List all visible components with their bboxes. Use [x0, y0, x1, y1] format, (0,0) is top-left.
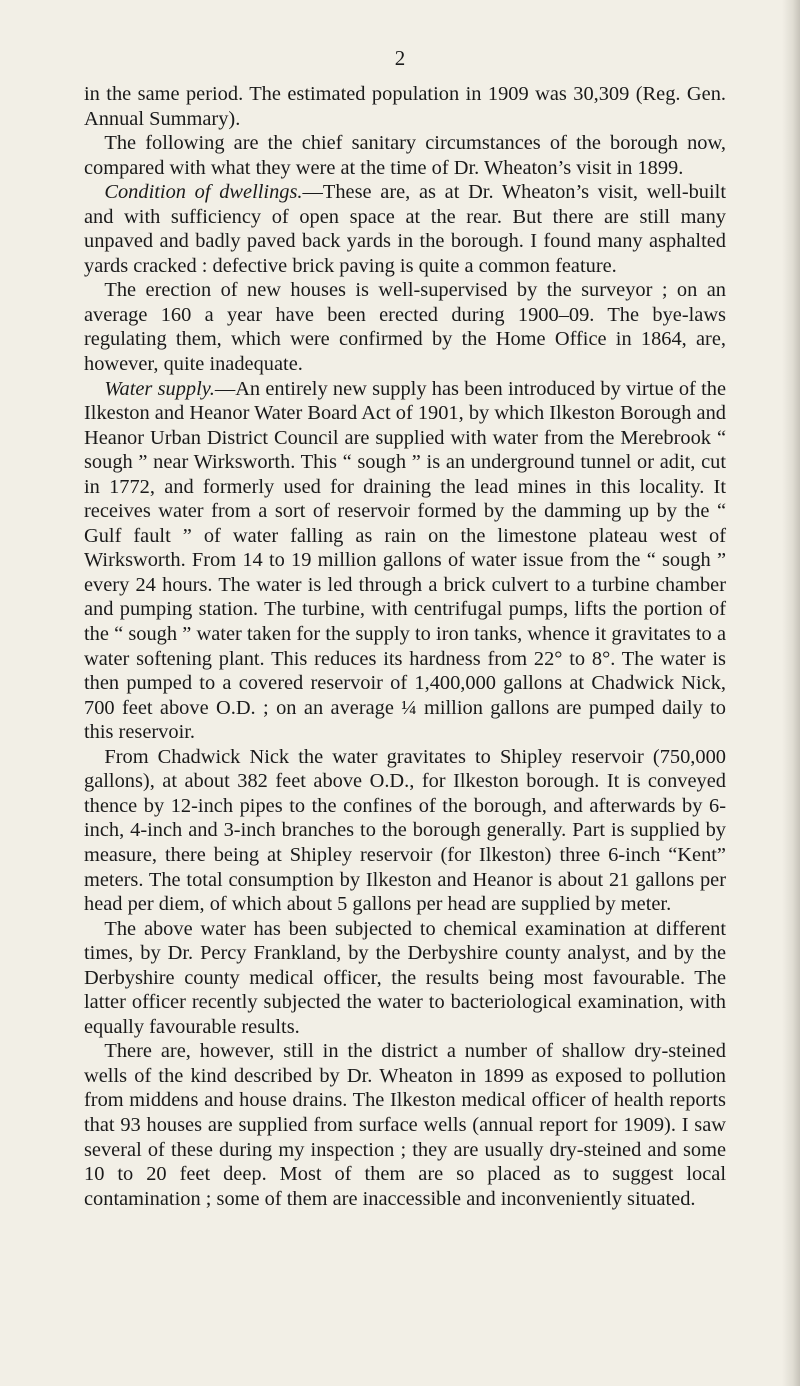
page-number: 2: [394, 46, 406, 70]
paragraph-text: The erection of new houses is well-supervised by the surveyor ; on an average 160 a year have been erected during 1900–09. The bye-laws regulating them, which were confirmed by the Home Office in 1864, are, however, quite inadequate.: [84, 279, 726, 376]
section-heading-water-supply: Water supply.: [104, 377, 215, 400]
body-text: [84, 82, 726, 1211]
page-edge-shadow: [782, 0, 800, 1386]
paragraph-sanitary-intro: [84, 131, 726, 180]
paragraph-wells: [84, 1039, 726, 1211]
paragraph-text: in the same period. The estimated population in 1909 was 30,309 (Reg. Gen. Annual Summary).: [84, 83, 726, 130]
paragraph-text: From Chadwick Nick the water gravitates to Shipley reservoir (750,000 gallons), at about 382 feet above O.D., for Ilkeston borough. It is conveyed thence by 12-inch pipes to the confines of the borough, and afterwards by 6-inch, 4-inch and 3-inch branches to the borough generally. Part is supplied by measure, there being at Shipley reservoir (for Ilkeston) three 6-inch “Kent” meters. The total consumption by Ilkeston and Heanor is about 21 gallons per head per diem, of which about 5 gallons per head are supplied by meter.: [84, 745, 726, 916]
paragraph-distribution: [84, 745, 726, 917]
paragraph-text: There are, however, still in the district a number of shallow dry-steined wells of the kind described by Dr. Wheaton in 1899 as exposed to pollution from middens and house drains. The Ilkeston medical officer of health reports that 93 houses are supplied from surface wells (annual report for 1909). I saw several of these during my inspection ; they are usually dry-steined and some 10 to 20 feet deep. Most of them are so placed as to suggest local contamination ; some of them are inaccessible and inconveniently situated.: [84, 1040, 726, 1210]
paragraph-examination: [84, 917, 726, 1040]
paragraph-population: [84, 82, 726, 131]
paragraph-text: The above water has been subjected to chemical examination at different times, by Dr. Percy Frankland, by the Derbyshire county analyst, and by the Derbyshire county medical officer, the results being most favourable. The latter officer recently subjected the water to bacteriological examination, with equally favourable results.: [84, 917, 726, 1038]
section-heading-dwellings: Condition of dwellings.: [104, 181, 303, 204]
paragraph-text: —These are, as at Dr. Wheaton’s visit, well-built and with sufficiency of open space at the rear. But there are still many unpaved and badly paved back yards in the borough. I found many asphalted yards cracked : defective brick paving is quite a common feature.: [84, 181, 726, 277]
paragraph-dwellings: [84, 180, 726, 278]
paragraph-water-supply: [84, 377, 726, 745]
paragraph-text: The following are the chief sanitary circumstances of the borough now, compared with what they were at the time of Dr. Wheaton’s visit in 1899.: [84, 132, 726, 179]
paragraph-text: —An entirely new supply has been introduced by virtue of the Ilkeston and Heanor Water Board Act of 1901, by which Ilkeston Borough and Heanor Urban District Council are supplied with water from the Merebrook “ sough ” near Wirksworth. This “ sough ” is an underground tunnel or adit, cut in 1772, and formerly used for draining the lead mines in this locality. It receives water from a sort of reservoir formed by the damming up by the “ Gulf fault ” of water falling as rain on the limestone plateau west of Wirksworth. From 14 to 19 million gallons of water issue from the “ sough ” every 24 hours. The water is led through a brick culvert to a turbine chamber and pumping station. The turbine, with centrifugal pumps, lifts the portion of the “ sough ” water taken for the supply to iron tanks, whence it gravitates to a water softening plant. This reduces its hardness from 22° to 8°. The water is then pumped to a covered reservoir of 1,400,000 gallons at Chadwick Nick, 700 feet above O.D. ; on an average ¼ million gallons are pumped daily to this reservoir.: [84, 377, 726, 744]
paragraph-new-houses: [84, 278, 726, 376]
